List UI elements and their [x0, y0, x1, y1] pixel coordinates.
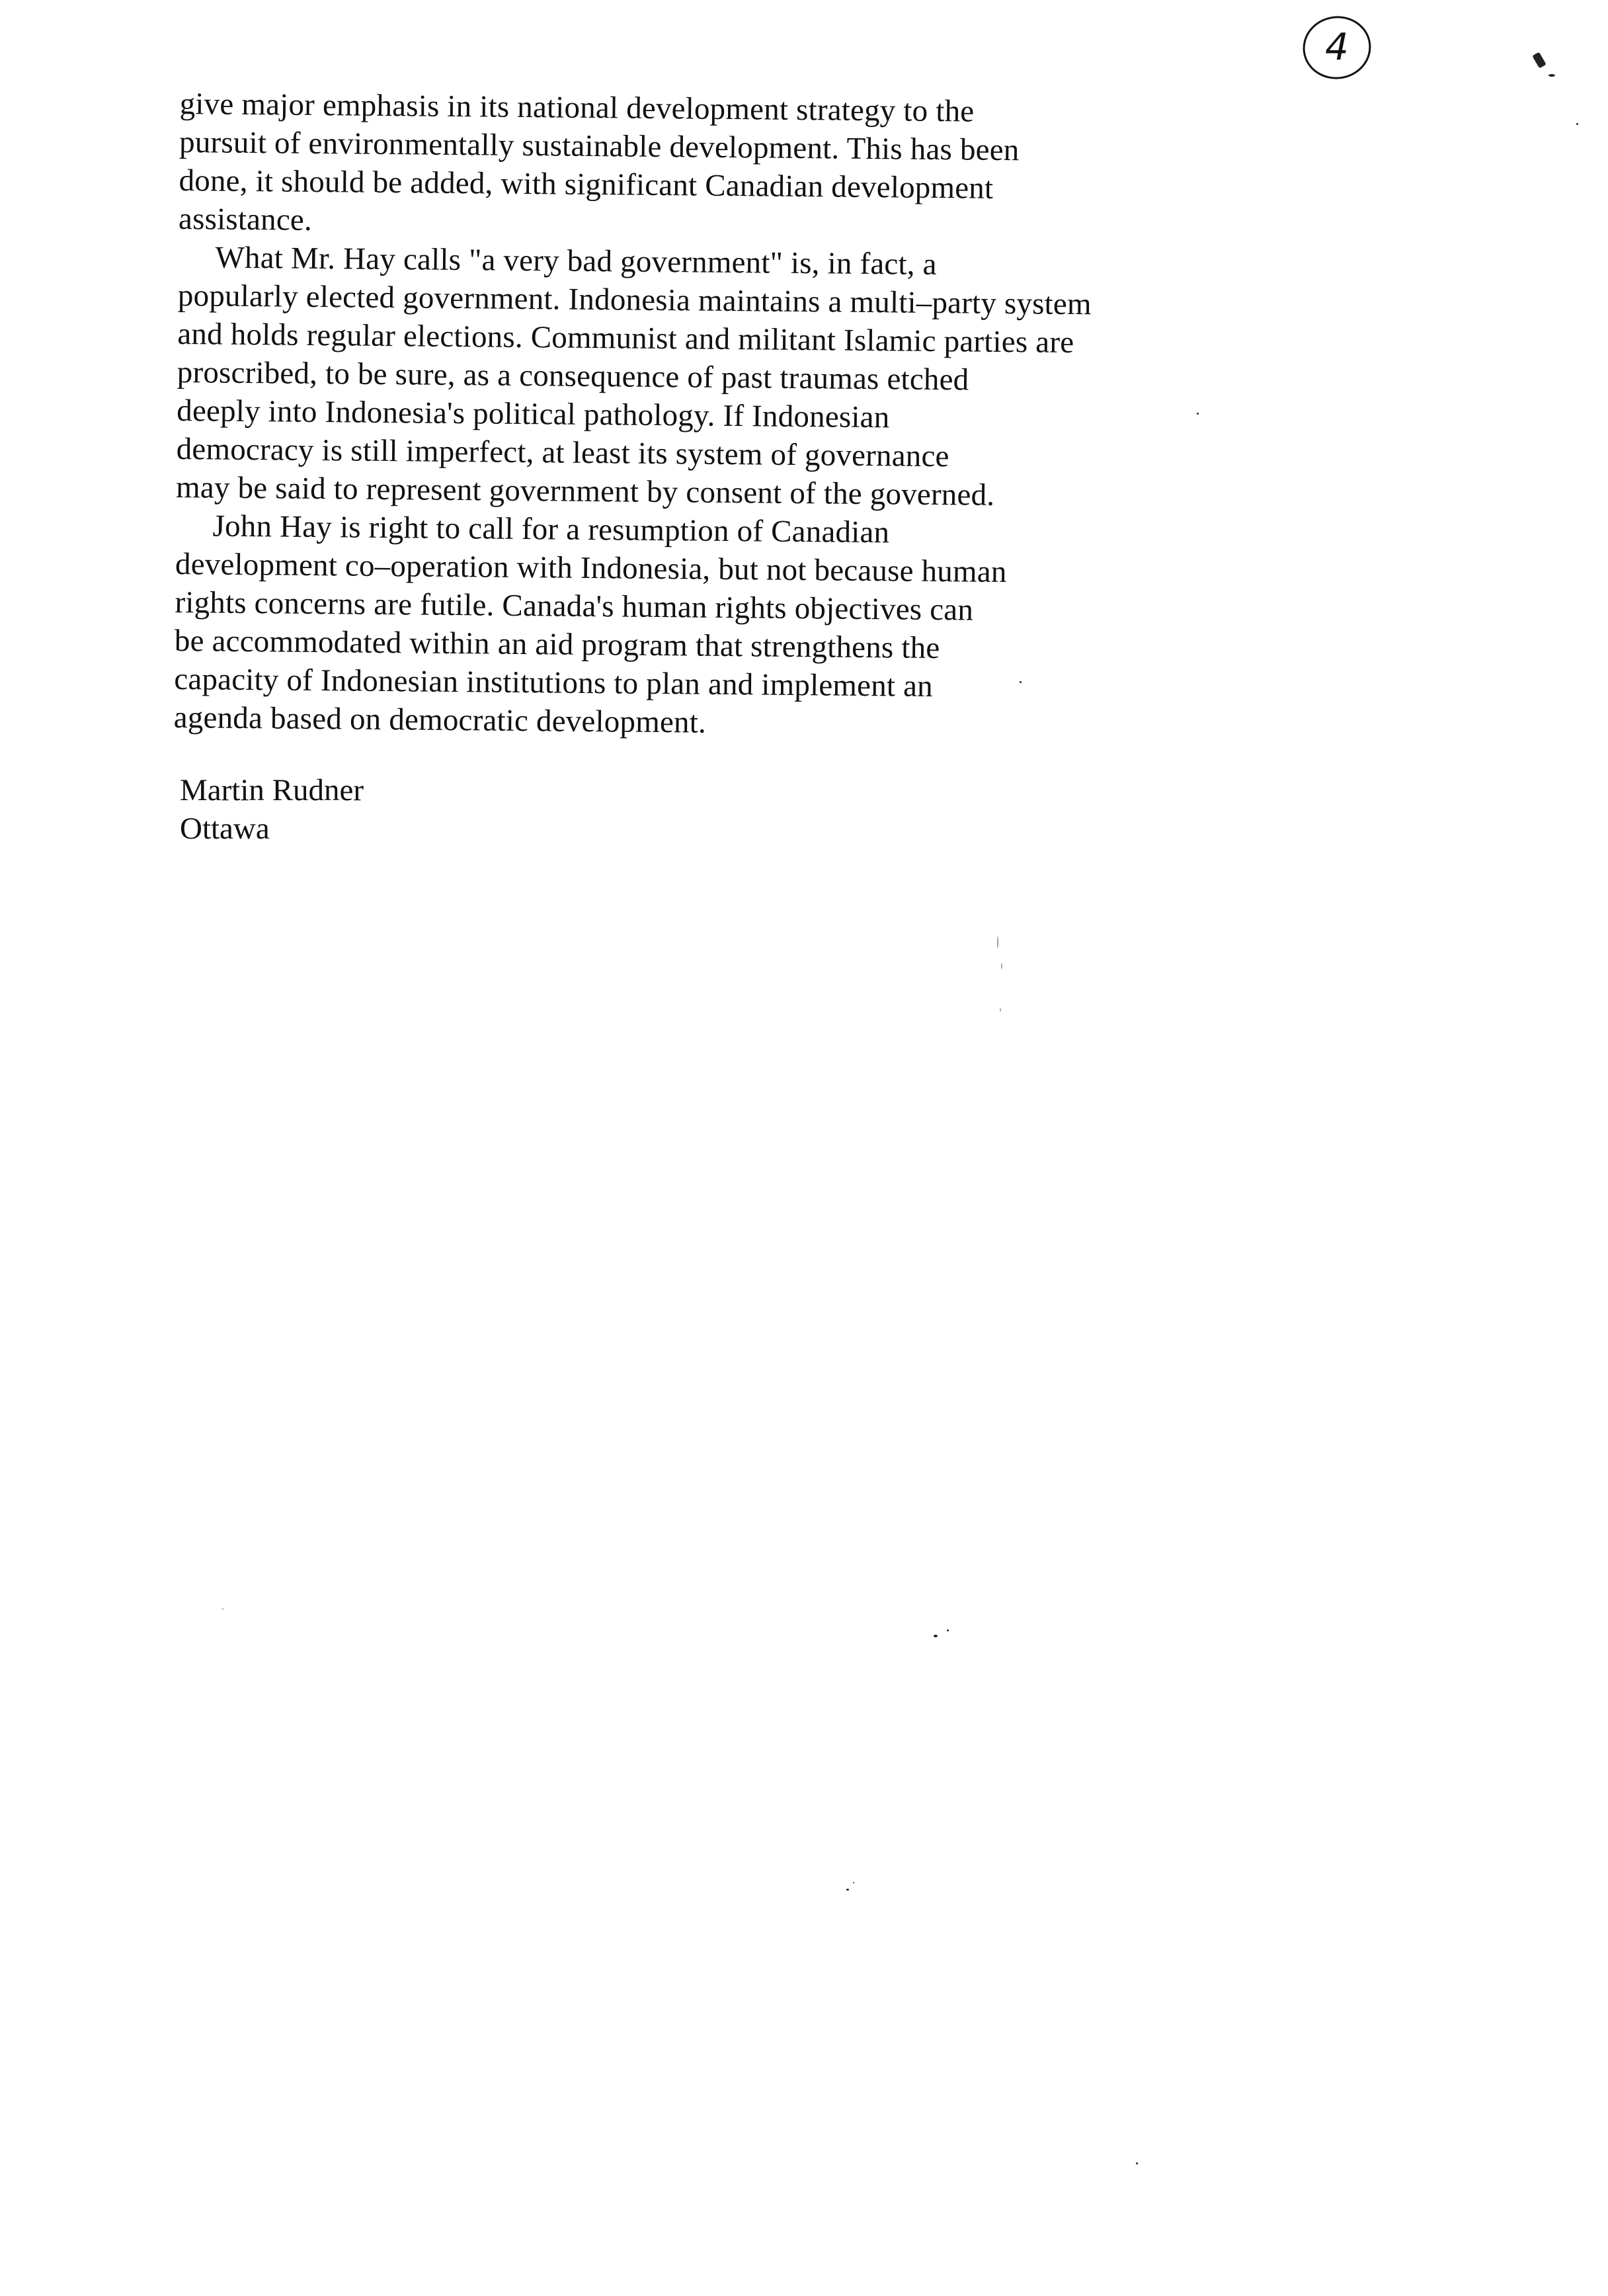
letter-line: John Hay is right to call for a resumption of Canadian	[212, 509, 890, 550]
letter-line: done, it should be added, with significant Canadian development	[179, 163, 994, 206]
scan-artifact	[853, 1882, 854, 1883]
page-number-label: 4	[1325, 26, 1349, 69]
letter-line: give major emphasis in its national development strategy to the	[179, 86, 975, 129]
scan-artifact	[1576, 123, 1578, 125]
author-city: Ottawa	[180, 811, 270, 846]
scan-artifact	[1532, 52, 1546, 68]
author-name: Martin Rudner	[180, 773, 364, 807]
letter-line: be accommodated within an aid program that strengthens the	[174, 623, 940, 666]
letter-line: and holds regular elections. Communist and militant Islamic parties are	[177, 316, 1074, 360]
letter-line: What Mr. Hay calls "a very bad government" is, in fact, a	[215, 240, 937, 282]
circled-page-number	[1301, 12, 1374, 85]
letter-body	[174, 85, 1238, 747]
signature-block	[180, 771, 709, 848]
scan-artifact	[934, 1635, 938, 1637]
letter-line: agenda based on democratic development.	[173, 700, 707, 740]
letter-line: capacity of Indonesian institutions to plan and implement an	[174, 661, 934, 704]
scan-artifact	[997, 936, 998, 948]
letter-line: proscribed, to be sure, as a consequence of past traumas etched	[177, 354, 969, 397]
scan-artifact	[1136, 2162, 1138, 2164]
scan-artifact	[1548, 74, 1555, 77]
letter-line: deeply into Indonesia's political pathology. If Indonesian	[177, 393, 890, 435]
letter-line: development co–operation with Indonesia, but not because human	[175, 546, 1007, 590]
scan-artifact	[1001, 963, 1002, 969]
letter-line: rights concerns are futile. Canada's human rights objectives can	[175, 585, 974, 628]
scan-artifact	[222, 1608, 223, 1610]
letter-line: popularly elected government. Indonesia maintains a multi–party system	[177, 278, 1092, 322]
scan-artifact	[846, 1889, 849, 1891]
scan-artifact	[1000, 1008, 1001, 1012]
letter-line: pursuit of environmentally sustainable development. This has been	[179, 124, 1020, 168]
scan-artifact	[947, 1629, 949, 1631]
scan-artifact	[1197, 413, 1199, 415]
letter-line: democracy is still imperfect, at least its system of governance	[176, 431, 949, 474]
scan-artifact	[1020, 681, 1022, 683]
letter-line: assistance.	[178, 201, 313, 237]
letter-line: may be said to represent government by consent of the governed.	[175, 470, 995, 512]
